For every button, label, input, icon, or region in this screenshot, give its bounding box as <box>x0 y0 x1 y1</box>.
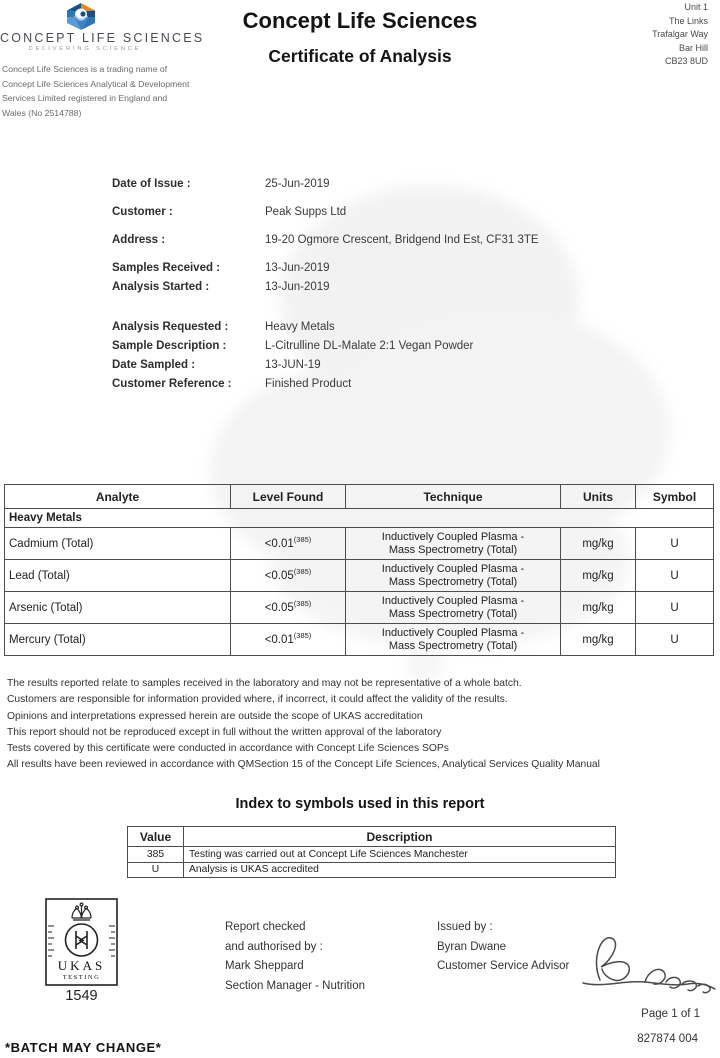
level-value: <0.01 <box>264 633 294 646</box>
field-value: Heavy Metals <box>265 321 335 333</box>
table-row <box>5 624 714 656</box>
field-label: Samples Received : <box>112 262 221 274</box>
table-row <box>128 847 616 863</box>
field-address <box>112 234 712 246</box>
report-number: 827874 004 <box>637 1033 698 1045</box>
technique-cell <box>346 528 561 560</box>
document-subtitle: Certificate of Analysis <box>268 46 452 66</box>
address-line: Bar Hill <box>678 42 708 53</box>
field-date-sampled <box>112 359 712 371</box>
field-value: L-Citrulline DL-Malate 2:1 Vegan Powder <box>265 340 474 352</box>
level-value: <0.05 <box>264 601 294 614</box>
level-value: <0.01 <box>264 537 294 550</box>
col-header-analyte: Analyte <box>5 485 231 509</box>
col-header-units: Units <box>561 485 636 509</box>
batch-note: *BATCH MAY CHANGE* <box>5 1040 162 1055</box>
col-header-technique: Technique <box>346 485 561 509</box>
address-line: CB23 8UD <box>664 56 708 67</box>
disclaimer-block <box>7 676 600 774</box>
field-customer <box>112 206 712 218</box>
field-label: Date Sampled : <box>112 359 196 371</box>
field-samples-received <box>112 262 712 274</box>
units-cell: mg/kg <box>561 560 636 592</box>
units-cell: mg/kg <box>561 592 636 624</box>
svg-text:UKAS: UKAS <box>57 958 106 973</box>
level-cell <box>231 528 346 560</box>
units-cell: mg/kg <box>561 624 636 656</box>
document-title: Concept Life Sciences <box>242 8 478 33</box>
table-row <box>5 528 714 560</box>
field-value: 13-JUN-19 <box>265 359 321 371</box>
technique-line: Mass Spectrometry (Total) <box>388 575 518 588</box>
issued-line: Issued by : <box>437 921 493 933</box>
signature <box>575 925 720 1000</box>
level-footnote: (385) <box>293 598 312 608</box>
field-label: Address : <box>112 234 166 246</box>
address-line: Trafalgar Way <box>652 29 708 40</box>
analyte-cell: Lead (Total) <box>5 560 231 592</box>
col-header-value: Value <box>128 827 184 847</box>
field-analysis-started <box>112 281 712 293</box>
address-line: The Links <box>668 15 708 26</box>
analyte-cell: Cadmium (Total) <box>5 528 231 560</box>
field-label: Analysis Started : <box>112 281 210 293</box>
issued-name: Byran Dwane <box>437 940 507 953</box>
lab-address <box>588 1 708 69</box>
table-row <box>5 592 714 624</box>
table-row <box>128 862 616 878</box>
field-label: Analysis Requested : <box>112 321 229 333</box>
section-row-heavy-metals <box>5 509 714 528</box>
technique-line: Mass Spectrometry (Total) <box>388 543 518 556</box>
disclaimer-line: Customers are responsible for information provided where, if incorrect, it could affect the validity of the results. <box>7 694 508 706</box>
ukas-accreditation-number: 1549 <box>65 988 98 1004</box>
technique-cell <box>346 592 561 624</box>
issued-role: Customer Service Advisor <box>437 960 570 972</box>
field-value: 19-20 Ogmore Crescent, Bridgend Ind Est, CF31 3TE <box>265 234 539 246</box>
level-cell <box>231 624 346 656</box>
field-value: Peak Supps Ltd <box>265 206 347 218</box>
results-header-row <box>5 485 714 509</box>
symbol-cell: U <box>636 592 714 624</box>
disclaimer-line: The results reported relate to samples received in the laboratory and may not be representative of a whole batch. <box>7 678 522 689</box>
symbol-value-cell: 385 <box>128 847 184 863</box>
col-header-symbol: Symbol <box>636 485 714 509</box>
technique-cell <box>346 624 561 656</box>
symbols-index-title: Index to symbols used in this report <box>235 796 485 812</box>
brand-tagline: DELIVERING SCIENCE <box>28 46 142 52</box>
company-registration-text <box>2 62 202 120</box>
technique-cell <box>346 560 561 592</box>
symbol-description-cell: Analysis is UKAS accredited <box>184 862 616 878</box>
level-cell <box>231 592 346 624</box>
field-value: Finished Product <box>265 378 352 390</box>
ukas-testing-logo <box>45 898 118 986</box>
field-label: Date of Issue : <box>112 178 191 190</box>
technique-line: Inductively Coupled Plasma - <box>381 530 525 543</box>
col-header-level-found: Level Found <box>231 485 346 509</box>
address-line: Unit 1 <box>684 2 708 12</box>
level-cell <box>231 560 346 592</box>
disclaimer-line: Tests covered by this certificate were conducted in accordance with Concept Life Sciences SOPs <box>7 743 449 755</box>
field-analysis-requested <box>112 321 712 333</box>
symbol-description-cell: Testing was carried out at Concept Life Sciences Manchester <box>184 847 616 863</box>
field-label: Customer Reference : <box>112 378 232 390</box>
table-row <box>5 560 714 592</box>
registration-line: Concept Life Sciences is a trading name of <box>2 64 168 74</box>
field-value: 13-Jun-2019 <box>265 281 330 293</box>
technique-line: Mass Spectrometry (Total) <box>388 639 518 652</box>
authorised-line: and authorised by : <box>225 940 323 953</box>
symbols-header-row <box>128 827 616 847</box>
authorised-role: Section Manager - Nutrition <box>225 979 365 992</box>
registration-line: Services Limited registered in England and <box>2 93 168 104</box>
registration-line: Wales (No 2514788) <box>2 107 82 118</box>
field-value: 13-Jun-2019 <box>265 262 330 274</box>
authorised-name: Mark Sheppard <box>225 960 304 972</box>
disclaimer-line: All results have been reviewed in accordance with QMSection 15 of the Concept Life Sciences, Analytical Services Quality Manual <box>7 759 600 771</box>
disclaimer-line: This report should not be reproduced except in full without the written approval of the laboratory <box>7 726 442 738</box>
level-value: <0.05 <box>264 569 294 582</box>
authorised-by-block <box>225 918 365 996</box>
registration-line: Concept Life Sciences Analytical & Development <box>2 78 190 89</box>
technique-line: Inductively Coupled Plasma - <box>381 562 525 575</box>
level-footnote: (385) <box>293 566 312 576</box>
symbols-index-table <box>127 826 616 878</box>
technique-line: Inductively Coupled Plasma - <box>381 594 525 607</box>
technique-line: Inductively Coupled Plasma - <box>381 626 525 639</box>
field-sample-description <box>112 340 712 352</box>
svg-text:TESTING: TESTING <box>62 974 101 981</box>
field-label: Sample Description : <box>112 340 227 352</box>
page-number: Page 1 of 1 <box>641 1008 700 1020</box>
section-label: Heavy Metals <box>5 509 714 528</box>
symbol-cell: U <box>636 624 714 656</box>
issued-by-block <box>437 918 569 977</box>
analyte-cell: Arsenic (Total) <box>5 592 231 624</box>
field-value: 25-Jun-2019 <box>265 178 330 190</box>
level-footnote: (385) <box>293 630 312 640</box>
symbol-value-cell: U <box>128 862 184 878</box>
company-logo-icon <box>62 3 100 31</box>
units-cell: mg/kg <box>561 528 636 560</box>
results-table <box>4 484 714 656</box>
col-header-description: Description <box>184 827 616 847</box>
field-label: Customer : <box>112 206 173 218</box>
analyte-cell: Mercury (Total) <box>5 624 231 656</box>
technique-line: Mass Spectrometry (Total) <box>388 607 518 620</box>
symbol-cell: U <box>636 528 714 560</box>
symbol-cell: U <box>636 560 714 592</box>
field-customer-reference <box>112 378 712 390</box>
level-footnote: (385) <box>293 534 312 544</box>
field-date-of-issue <box>112 178 712 190</box>
authorised-line: Report checked <box>225 921 306 933</box>
disclaimer-line: Opinions and interpretations expressed herein are outside the scope of UKAS accreditation <box>7 710 423 722</box>
brand-wordmark: CONCEPT LIFE SCIENCES <box>0 31 205 45</box>
